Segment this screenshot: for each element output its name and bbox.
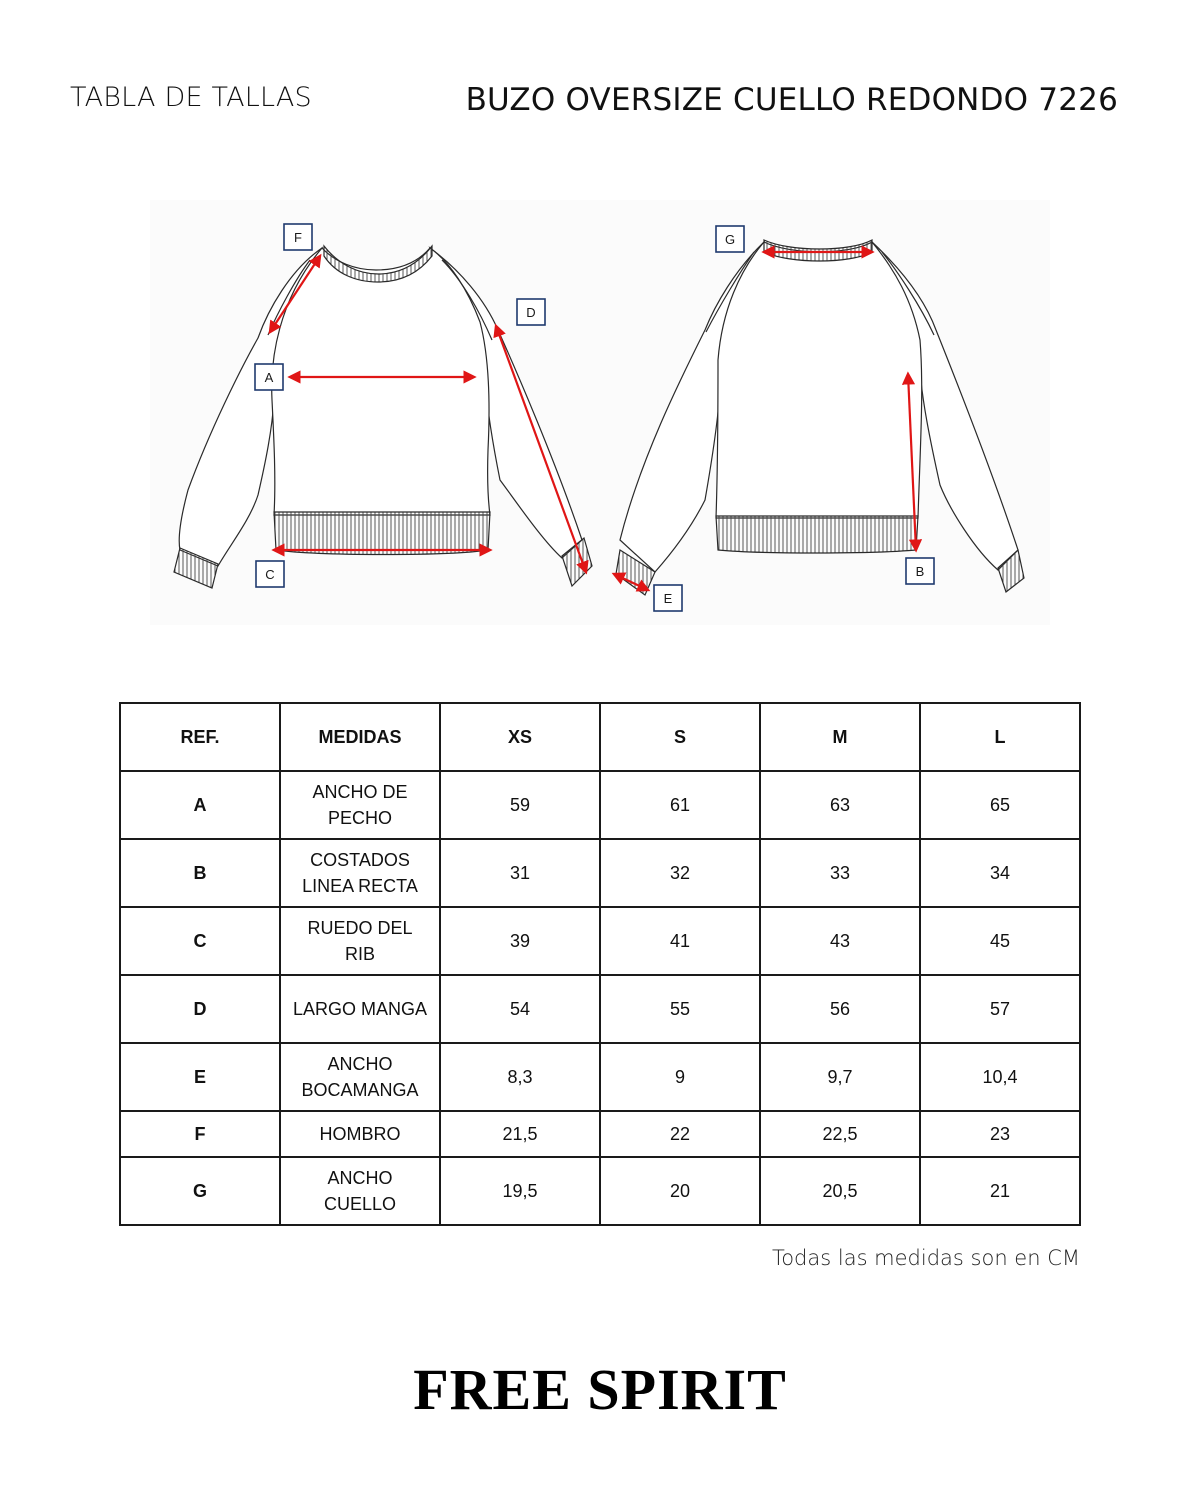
cell-s: 32 — [600, 839, 760, 907]
label-b: B — [915, 564, 925, 579]
units-note: Todas las medidas son en CM — [771, 1246, 1080, 1270]
cell-m: 20,5 — [760, 1157, 920, 1225]
table-header-row — [120, 703, 1080, 771]
row-medida: RUEDO DEL RIB — [280, 907, 440, 975]
cell-l: 10,4 — [920, 1043, 1080, 1111]
row-ref: B — [120, 839, 280, 907]
row-ref: F — [120, 1111, 280, 1157]
garment-diagram — [150, 200, 1050, 625]
row-ref: D — [120, 975, 280, 1043]
row-medida: ANCHO BOCAMANGA — [280, 1043, 440, 1111]
label-box-d — [517, 299, 545, 325]
row-medida: ANCHO DE PECHO — [280, 771, 440, 839]
label-f: F — [294, 230, 302, 245]
label-g: G — [724, 232, 736, 247]
cell-l: 34 — [920, 839, 1080, 907]
cell-xs: 8,3 — [440, 1043, 600, 1111]
row-ref: G — [120, 1157, 280, 1225]
cell-l: 45 — [920, 907, 1080, 975]
label-c: C — [265, 567, 275, 582]
row-medida: HOMBRO — [280, 1111, 440, 1157]
col-header-ref: REF. — [120, 703, 280, 771]
size-table — [119, 702, 1081, 1226]
cell-m: 9,7 — [760, 1043, 920, 1111]
label-box-g — [716, 226, 744, 252]
row-medida: COSTADOS LINEA RECTA — [280, 839, 440, 907]
cell-s: 22 — [600, 1111, 760, 1157]
cell-xs: 21,5 — [440, 1111, 600, 1157]
col-header-medidas: MEDIDAS — [280, 703, 440, 771]
cell-l: 57 — [920, 975, 1080, 1043]
cell-s: 9 — [600, 1043, 760, 1111]
brand-logo: FREE SPIRIT — [413, 1357, 787, 1422]
row-medida: LARGO MANGA — [280, 975, 440, 1043]
cell-s: 55 — [600, 975, 760, 1043]
col-header-m: M — [760, 703, 920, 771]
row-ref: C — [120, 907, 280, 975]
label-a: A — [264, 370, 274, 385]
cell-xs: 31 — [440, 839, 600, 907]
table-row — [120, 771, 1080, 839]
col-header-l: L — [920, 703, 1080, 771]
table-row — [120, 1043, 1080, 1111]
label-box-a — [255, 364, 283, 390]
product-title: BUZO OVERSIZE CUELLO REDONDO 7226 — [465, 82, 1118, 118]
label-e: E — [663, 591, 673, 606]
label-box-b — [906, 558, 934, 584]
cell-m: 33 — [760, 839, 920, 907]
label-box-e — [654, 585, 682, 611]
cell-m: 43 — [760, 907, 920, 975]
table-row — [120, 975, 1080, 1043]
row-ref: E — [120, 1043, 280, 1111]
table-row — [120, 907, 1080, 975]
cell-m: 63 — [760, 771, 920, 839]
cell-xs: 19,5 — [440, 1157, 600, 1225]
table-row — [120, 1111, 1080, 1157]
cell-l: 21 — [920, 1157, 1080, 1225]
label-d: D — [526, 305, 536, 320]
back-sweater-drawing — [616, 240, 1024, 595]
cell-m: 56 — [760, 975, 920, 1043]
cell-m: 22,5 — [760, 1111, 920, 1157]
row-ref: A — [120, 771, 280, 839]
cell-s: 20 — [600, 1157, 760, 1225]
cell-s: 41 — [600, 907, 760, 975]
size-chart-title: TABLA DE TALLAS — [70, 82, 312, 113]
cell-xs: 39 — [440, 907, 600, 975]
cell-xs: 59 — [440, 771, 600, 839]
label-box-f — [284, 224, 312, 250]
label-box-c — [256, 561, 284, 587]
table-row — [120, 1157, 1080, 1225]
table-row — [120, 839, 1080, 907]
cell-s: 61 — [600, 771, 760, 839]
col-header-s: S — [600, 703, 760, 771]
row-medida: ANCHO CUELLO — [280, 1157, 440, 1225]
col-header-xs: XS — [440, 703, 600, 771]
cell-l: 23 — [920, 1111, 1080, 1157]
cell-xs: 54 — [440, 975, 600, 1043]
cell-l: 65 — [920, 771, 1080, 839]
